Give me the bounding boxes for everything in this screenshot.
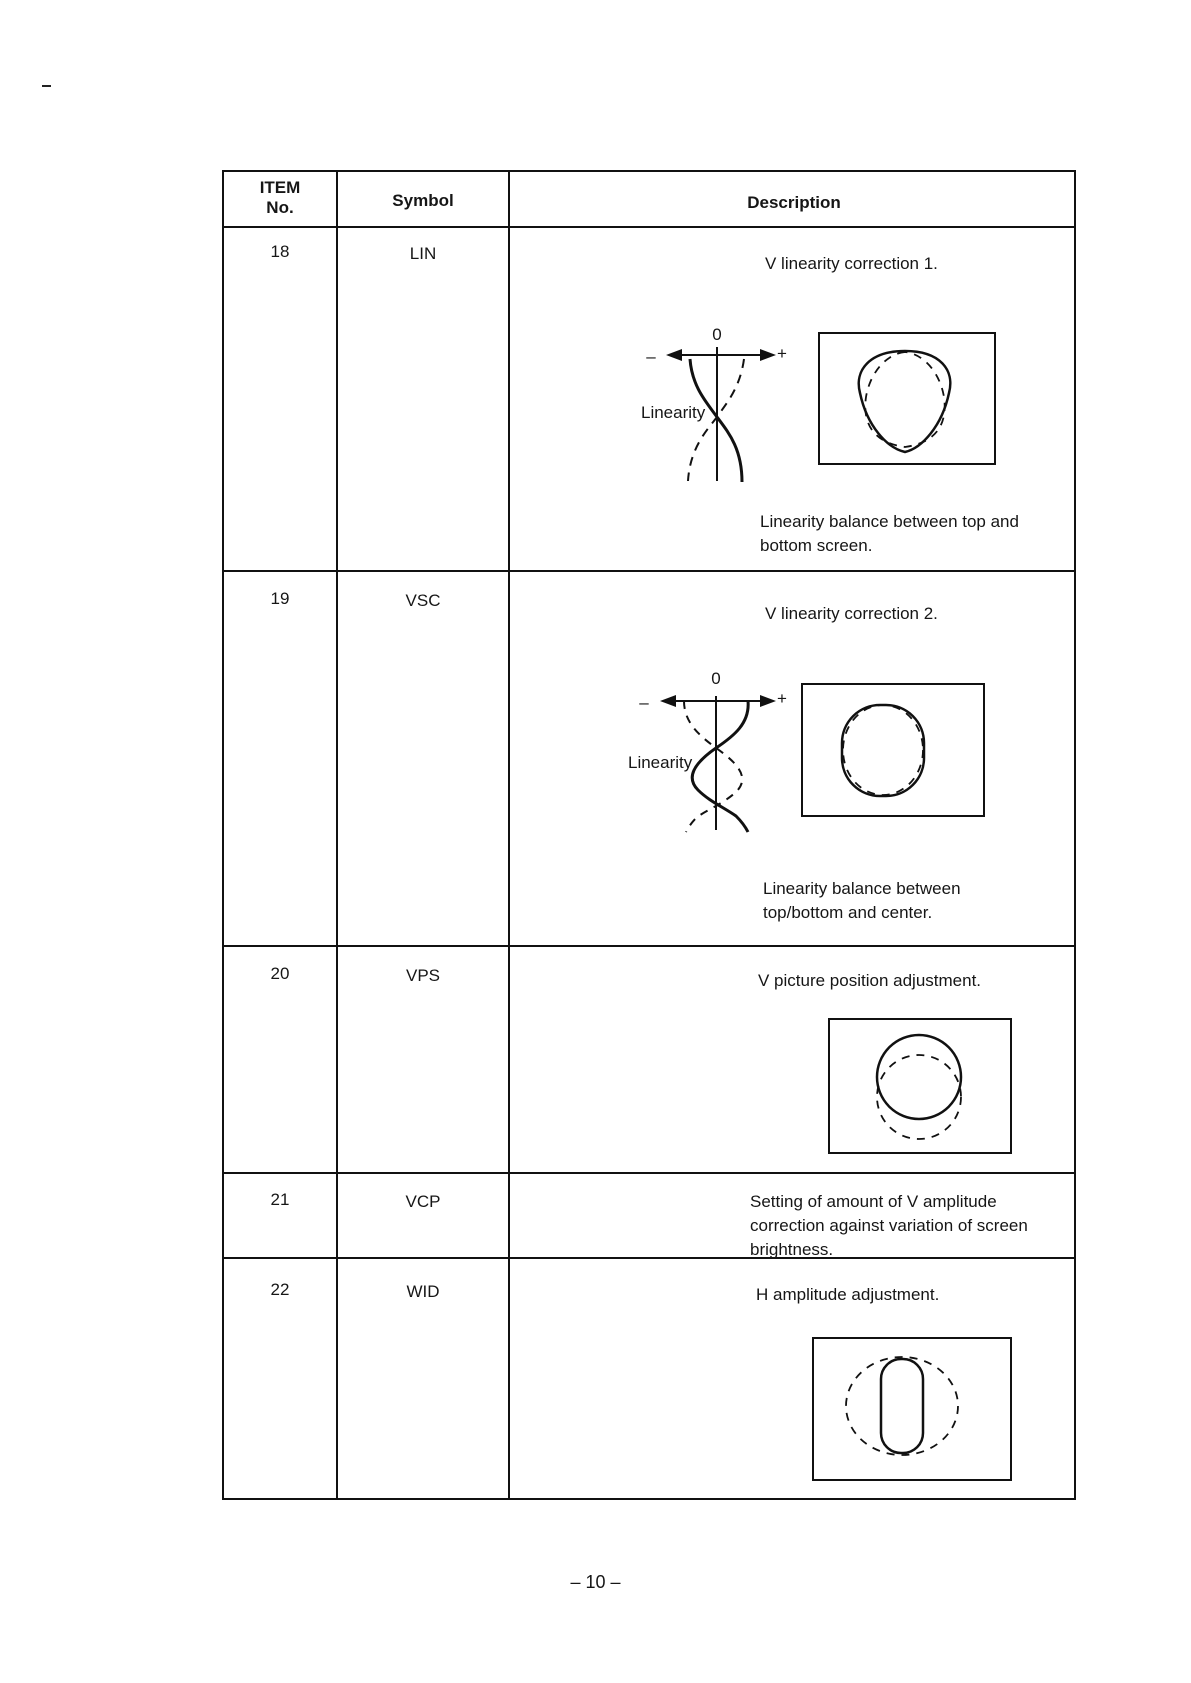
adjustment-items-table bbox=[222, 170, 1076, 1500]
scale-plus-label: + bbox=[777, 689, 787, 708]
page-number: – 10 – bbox=[570, 1572, 621, 1592]
scale-zero-label: 0 bbox=[712, 325, 722, 344]
table-column-divider bbox=[508, 172, 510, 1498]
table-row-divider bbox=[224, 945, 1074, 947]
item-number: 21 bbox=[270, 1190, 290, 1209]
right-arrowhead bbox=[760, 349, 776, 361]
item-symbol: LIN bbox=[409, 244, 437, 263]
scale-zero-label: 0 bbox=[711, 669, 721, 688]
picture-position-diagram bbox=[827, 1017, 1017, 1157]
description-title: H amplitude adjustment. bbox=[756, 1285, 940, 1304]
linearity-axis-label: Linearity bbox=[641, 403, 706, 422]
solid-picture-outline bbox=[877, 1035, 961, 1119]
item-symbol: VCP bbox=[405, 1192, 441, 1211]
scale-minus-label: – bbox=[639, 693, 649, 712]
linearity-correction-1-diagram bbox=[604, 315, 954, 485]
dashed-picture-outline bbox=[877, 1055, 961, 1139]
description-note: Linearity balance between top and bottom screen. bbox=[760, 512, 1019, 555]
description-title: V picture position adjustment. bbox=[758, 971, 982, 990]
description-title: V linearity correction 1. bbox=[765, 254, 938, 273]
description-title: V linearity correction 2. bbox=[765, 604, 938, 623]
dashed-picture-outline bbox=[846, 1357, 958, 1455]
scale-minus-label: – bbox=[646, 347, 656, 366]
screen-frame bbox=[829, 1019, 1011, 1153]
item-symbol: VSC bbox=[405, 591, 441, 610]
dashed-picture-outline bbox=[843, 705, 923, 795]
h-amplitude-diagram bbox=[811, 1336, 1016, 1486]
column-header-description: Description bbox=[747, 193, 841, 212]
linearity-dashed-curve bbox=[684, 701, 742, 832]
screen-frame bbox=[813, 1338, 1011, 1480]
item-number: 22 bbox=[270, 1280, 290, 1299]
page-edge-mark bbox=[42, 85, 51, 87]
left-arrowhead bbox=[666, 349, 682, 361]
column-header-item-no: ITEM No. bbox=[259, 178, 301, 217]
item-number: 18 bbox=[270, 242, 290, 261]
linearity-axis-label: Linearity bbox=[628, 753, 693, 772]
item-number: 19 bbox=[270, 589, 290, 608]
table-row-divider bbox=[224, 1172, 1074, 1174]
item-symbol: WID bbox=[406, 1282, 440, 1301]
linearity-solid-curve bbox=[692, 701, 748, 832]
left-arrowhead bbox=[660, 695, 676, 707]
description-note: Linearity balance between top/bottom and center. bbox=[763, 879, 961, 922]
solid-picture-outline bbox=[881, 1359, 923, 1453]
description-title: Setting of amount of V amplitude correction against variation of screen brightness. bbox=[750, 1192, 1028, 1259]
solid-picture-outline bbox=[859, 351, 951, 452]
item-symbol: VPS bbox=[405, 966, 441, 985]
scale-plus-label: + bbox=[777, 344, 787, 363]
table-row-divider bbox=[224, 226, 1074, 228]
right-arrowhead bbox=[760, 695, 776, 707]
linearity-correction-2-diagram bbox=[590, 660, 950, 840]
column-header-symbol: Symbol bbox=[392, 191, 454, 210]
table-row-divider bbox=[224, 570, 1074, 572]
item-number: 20 bbox=[270, 964, 290, 983]
